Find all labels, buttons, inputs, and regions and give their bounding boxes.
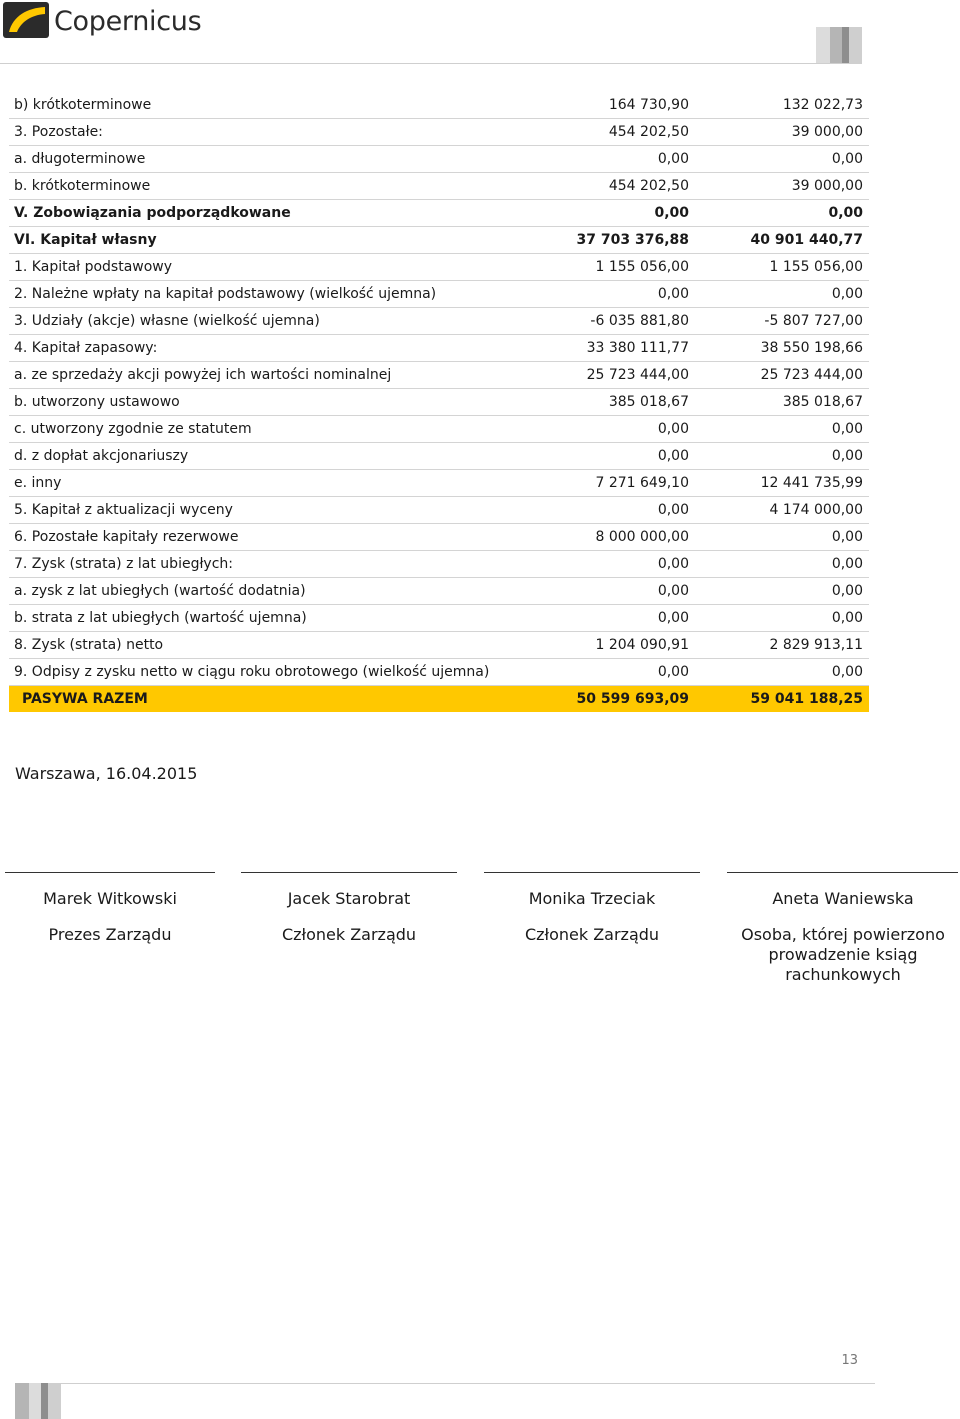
balance-sheet-table [9,92,869,712]
signatory-name: Aneta Waniewska [772,889,914,908]
row-value-current: 0,00 [657,664,689,680]
row-value-current: 0,00 [657,421,689,437]
row-label: 7. Zysk (strata) z lat ubiegłych: [14,556,234,572]
row-label: 4. Kapitał zapasowy: [14,340,158,356]
row-value-current: 0,00 [657,502,689,518]
row-value-previous: 39 000,00 [791,178,863,194]
table-row [9,335,869,362]
row-value-current: -6 035 881,80 [590,313,689,329]
table-row [9,281,869,308]
table-row [9,551,869,578]
row-value-previous: 132 022,73 [782,97,863,113]
row-value-current: 454 202,50 [608,178,689,194]
signature-line [484,872,700,873]
table-row [9,443,869,470]
row-value-previous: 0,00 [831,421,863,437]
row-value-current: 7 271 649,10 [595,475,689,491]
row-label: 5. Kapitał z aktualizacji wyceny [14,502,233,518]
row-value-previous: 39 000,00 [791,124,863,140]
row-value-previous: 0,00 [831,151,863,167]
table-row [9,308,869,335]
row-value-previous: 4 174 000,00 [769,502,863,518]
row-label: 3. Pozostałe: [14,124,103,140]
row-label: 2. Należne wpłaty na kapitał podstawowy (wielkość ujemna) [14,286,437,302]
table-row [9,92,869,119]
row-value-current: 0,00 [654,205,689,221]
row-label: VI. Kapitał własny [14,232,157,248]
signatory-name: Jacek Starobrat [287,889,411,908]
table-row [9,497,869,524]
place-date: Warszawa, 16.04.2015 [15,764,198,783]
table-row [9,362,869,389]
signatory-name: Monika Trzeciak [528,889,656,908]
table-row [9,119,869,146]
row-value-previous: 0,00 [828,205,863,221]
table-row [9,578,869,605]
row-value-current: 1 204 090,91 [595,637,689,653]
row-value-previous: 385 018,67 [782,394,863,410]
total-row [9,686,869,712]
row-label: b) krótkoterminowe [14,97,152,113]
row-label: a. ze sprzedaży akcji powyżej ich wartości nominalnej [14,367,392,383]
table-row [9,389,869,416]
table-row [9,146,869,173]
signature-block [5,889,215,945]
signature-line [241,872,457,873]
row-value-current: 0,00 [657,610,689,626]
table-row [9,416,869,443]
header-decoration [816,27,862,63]
row-value-previous: 25 723 444,00 [760,367,863,383]
table-row [9,524,869,551]
row-value-current: 1 155 056,00 [595,259,689,275]
row-label: V. Zobowiązania podporządkowane [14,205,291,221]
row-value-current: 0,00 [657,286,689,302]
row-value-current: 8 000 000,00 [595,529,689,545]
row-value-current: 0,00 [657,151,689,167]
row-label: 6. Pozostałe kapitały rezerwowe [14,529,239,545]
signatory-role: Prezes Zarządu [48,925,172,944]
row-label: a. zysk z lat ubiegłych (wartość dodatnia) [14,583,306,599]
row-value-previous: 40 901 440,77 [750,232,863,248]
row-value-current: 0,00 [657,583,689,599]
signature-block [484,889,700,945]
row-label: 9. Odpisy z zysku netto w ciągu roku obrotowego (wielkość ujemna) [14,664,490,680]
total-value-current: 50 599 693,09 [576,691,689,707]
row-value-current: 0,00 [657,556,689,572]
row-value-previous: 0,00 [831,286,863,302]
row-value-previous: 0,00 [831,610,863,626]
row-value-previous: 0,00 [831,664,863,680]
row-value-previous: 1 155 056,00 [769,259,863,275]
row-value-previous: 0,00 [831,448,863,464]
row-label: b. krótkoterminowe [14,178,151,194]
row-label: b. utworzony ustawowo [14,394,180,410]
copernicus-logo-icon [3,2,49,38]
row-value-previous: 2 829 913,11 [769,637,863,653]
footer-divider [60,1383,875,1384]
row-label: 8. Zysk (strata) netto [14,637,164,653]
row-value-previous: 12 441 735,99 [760,475,863,491]
signature-block [737,889,949,985]
table-row [9,173,869,200]
header-divider [0,63,862,64]
row-label: 3. Udziały (akcje) własne (wielkość ujemna) [14,313,320,329]
row-label: c. utworzony zgodnie ze statutem [14,421,252,437]
table-row [9,227,869,254]
table-row [9,200,869,227]
signatory-role: Osoba, której powierzono prowadzenie ksiąg rachunkowych [741,925,945,984]
table-row [9,632,869,659]
row-value-current: 454 202,50 [608,124,689,140]
row-label: 1. Kapitał podstawowy [14,259,173,275]
row-label: a. długoterminowe [14,151,146,167]
row-label: d. z dopłat akcjonariuszy [14,448,189,464]
row-value-previous: 38 550 198,66 [760,340,863,356]
row-value-current: 385 018,67 [608,394,689,410]
total-label: PASYWA RAZEM [22,691,148,707]
table-row [9,659,869,686]
row-value-previous: 0,00 [831,583,863,599]
row-label: e. inny [14,475,62,491]
signature-line [727,872,958,873]
row-value-previous: -5 807 727,00 [764,313,863,329]
total-value-previous: 59 041 188,25 [750,691,863,707]
row-value-current: 33 380 111,77 [586,340,689,356]
row-value-current: 0,00 [657,448,689,464]
row-value-current: 25 723 444,00 [586,367,689,383]
signatory-role: Członek Zarządu [281,925,417,944]
row-value-previous: 0,00 [831,529,863,545]
row-label: b. strata z lat ubiegłych (wartość ujemna) [14,610,307,626]
signatory-role: Członek Zarządu [524,925,660,944]
signatory-name: Marek Witkowski [43,889,177,908]
table-row [9,470,869,497]
table-row [9,605,869,632]
table-row [9,254,869,281]
row-value-previous: 0,00 [831,556,863,572]
signature-line [5,872,215,873]
row-value-current: 37 703 376,88 [576,232,689,248]
footer-decoration [15,1383,61,1419]
signature-block [241,889,457,945]
page-number: 13 [841,1353,858,1368]
brand-name: Copernicus [54,6,202,37]
row-value-current: 164 730,90 [608,97,689,113]
